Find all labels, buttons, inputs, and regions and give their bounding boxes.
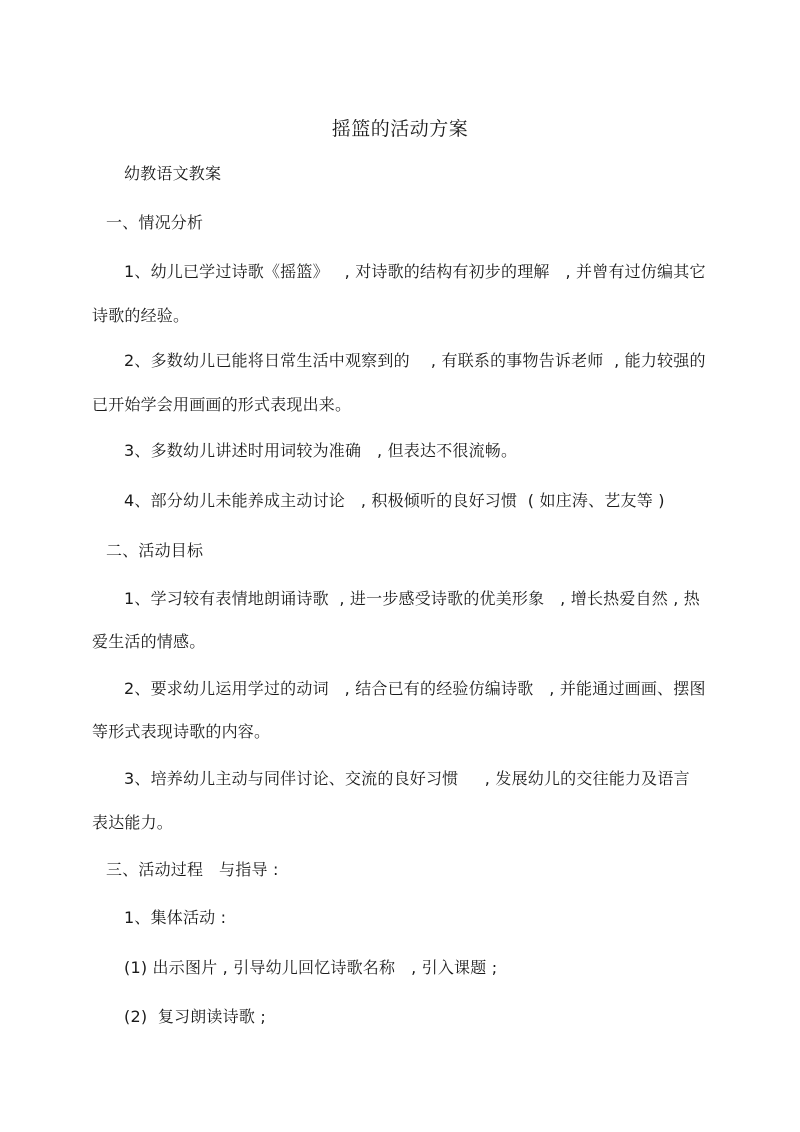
- process-subitem-1: (1) 出示图片 , 引导幼儿回忆诗歌名称 , 引入课题 ;: [124, 958, 498, 977]
- analysis-item-3: 3、多数幼儿讲述时用词较为准确 , 但表达不很流畅。: [124, 441, 518, 460]
- section-heading-process: 三、活动过程 与指导 :: [106, 860, 279, 879]
- analysis-item-1-line-1: 1、幼儿已学过诗歌《摇篮》 , 对诗歌的结构有初步的理解 , 并曾有过仿编其它: [124, 262, 706, 281]
- process-subitem-2: (2) 复习朗读诗歌 ;: [124, 1007, 266, 1026]
- goal-item-3-line-2: 表达能力。: [92, 813, 174, 832]
- section-heading-goals: 二、活动目标: [106, 541, 204, 560]
- goal-item-2-line-2: 等形式表现诗歌的内容。: [92, 722, 271, 741]
- section-heading-analysis: 一、情况分析: [106, 213, 204, 232]
- goal-item-1-line-1: 1、学习较有表情地朗诵诗歌 , 进一步感受诗歌的优美形象 , 增长热爱自然 , 热: [124, 589, 701, 608]
- goal-item-3-line-1: 3、培养幼儿主动与同伴讨论、交流的良好习惯 , 发展幼儿的交往能力及语言: [124, 769, 690, 788]
- analysis-item-4: 4、部分幼儿未能养成主动讨论 , 积极倾听的良好习惯 ( 如庄涛、艺友等 ): [124, 491, 665, 510]
- analysis-item-2-line-2: 已开始学会用画画的形式表现出来。: [92, 395, 352, 414]
- goal-item-1-line-2: 爱生活的情感。: [92, 632, 206, 651]
- document-subtitle: 幼教语文教案: [124, 164, 222, 183]
- analysis-item-2-line-1: 2、多数幼儿已能将日常生活中观察到的 , 有联系的事物告诉老师 , 能力较强的: [124, 351, 706, 370]
- process-item-1: 1、集体活动 :: [124, 908, 227, 927]
- analysis-item-1-line-2: 诗歌的经验。: [92, 306, 190, 325]
- page-title: 摇篮的活动方案: [331, 118, 469, 140]
- goal-item-2-line-1: 2、要求幼儿运用学过的动词 , 结合已有的经验仿编诗歌 , 并能通过画画、摆图: [124, 679, 706, 698]
